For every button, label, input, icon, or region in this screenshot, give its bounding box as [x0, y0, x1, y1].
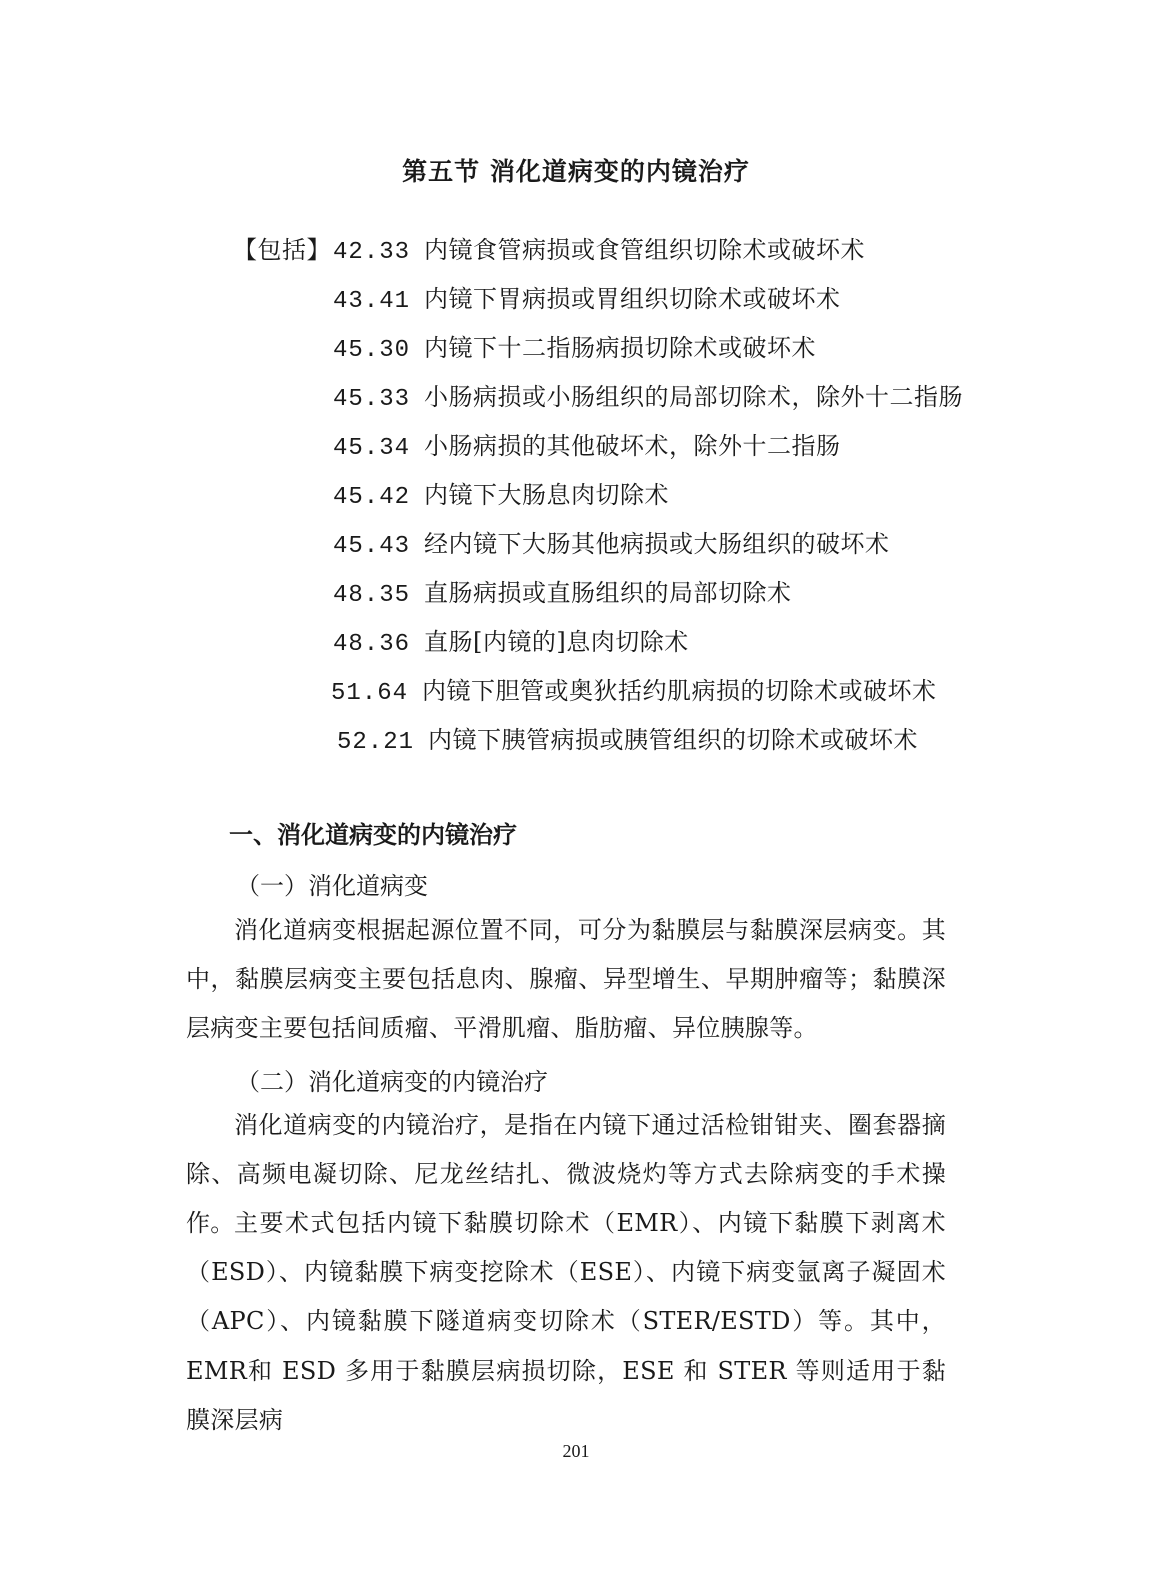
procedure-code: 45.34 — [333, 435, 411, 462]
procedure-text: 小肠病损或小肠组织的局部切除术，除外十二指肠 — [424, 383, 964, 411]
procedure-text: 直肠[内镜的]息肉切除术 — [424, 628, 689, 656]
include-row — [233, 230, 865, 266]
include-row — [333, 377, 963, 413]
include-row — [333, 475, 669, 511]
section-title: 第五节 消化道病变的内镜治疗 — [402, 157, 750, 186]
paragraph: 主要术式包括内镜下黏膜切除术（EMR）、内镜下黏膜下剥离术（ESD）、内镜黏膜下病变挖除术（ESE）、内镜下病变氩离子凝固术（APC）、内镜黏膜下隧道病变切除术（STER/ESTD）等。其中，EMR和 ESD 多用于黏膜层病损切除，ESE 和 STER 等则适用于黏膜深层病 — [186, 1209, 946, 1434]
include-row — [337, 720, 918, 756]
procedure-code: 45.43 — [333, 533, 411, 560]
procedure-code: 48.36 — [333, 631, 411, 658]
procedure-text: 小肠病损的其他破坏术，除外十二指肠 — [424, 432, 841, 460]
procedure-text: 内镜下胃病损或胃组织切除术或破坏术 — [424, 285, 841, 313]
procedure-code: 43.41 — [333, 288, 411, 315]
procedure-code: 45.30 — [333, 337, 411, 364]
procedure-text: 内镜下十二指肠病损切除术或破坏术 — [424, 334, 817, 362]
procedure-text: 内镜食管病损或食管组织切除术或破坏术 — [424, 236, 866, 264]
include-row — [333, 622, 689, 658]
procedure-text: 直肠病损或直肠组织的局部切除术 — [424, 579, 792, 607]
include-prefix: 【包括】 — [233, 236, 331, 264]
include-row — [333, 524, 890, 560]
procedure-text: 经内镜下大肠其他病损或大肠组织的破坏术 — [424, 530, 890, 558]
page-number: 201 — [562, 1441, 590, 1461]
procedure-text: 内镜下胰管病损或胰管组织的切除术或破坏术 — [428, 726, 919, 754]
subsection-heading: （一）消化道病变 — [236, 872, 428, 900]
procedure-code: 42.33 — [333, 239, 411, 266]
include-row — [333, 328, 816, 364]
include-row — [333, 426, 841, 462]
section-heading: 一、消化道病变的内镜治疗 — [229, 821, 517, 849]
include-row — [331, 671, 937, 707]
procedure-code: 45.42 — [333, 484, 411, 511]
paragraph: 消化道病变根据起源位置不同，可分为黏膜层与黏膜深层病变。其中，黏膜层病变主要包括息肉、腺瘤、异型增生、早期肿瘤等；黏膜深层病变主要包括间质瘤、平滑肌瘤、脂肪瘤、异位胰腺等。 — [186, 916, 946, 1043]
paragraph: 消化道病变的内镜治疗，是指在内镜下通过活检钳钳夹、圈套器摘除、高频电凝切除、尼龙丝结扎、微波烧灼等方式去除病变的手术操作。 — [186, 1111, 946, 1238]
procedure-code: 48.35 — [333, 582, 411, 609]
procedure-code: 45.33 — [333, 386, 411, 413]
include-row — [333, 279, 841, 315]
include-row — [333, 573, 792, 609]
procedure-text: 内镜下大肠息肉切除术 — [424, 481, 670, 509]
procedure-text: 内镜下胆管或奥狄括约肌病损的切除术或破坏术 — [422, 677, 937, 705]
procedure-code: 51.64 — [331, 680, 409, 707]
subsection-heading: （二）消化道病变的内镜治疗 — [236, 1068, 548, 1096]
procedure-code: 52.21 — [337, 729, 415, 756]
